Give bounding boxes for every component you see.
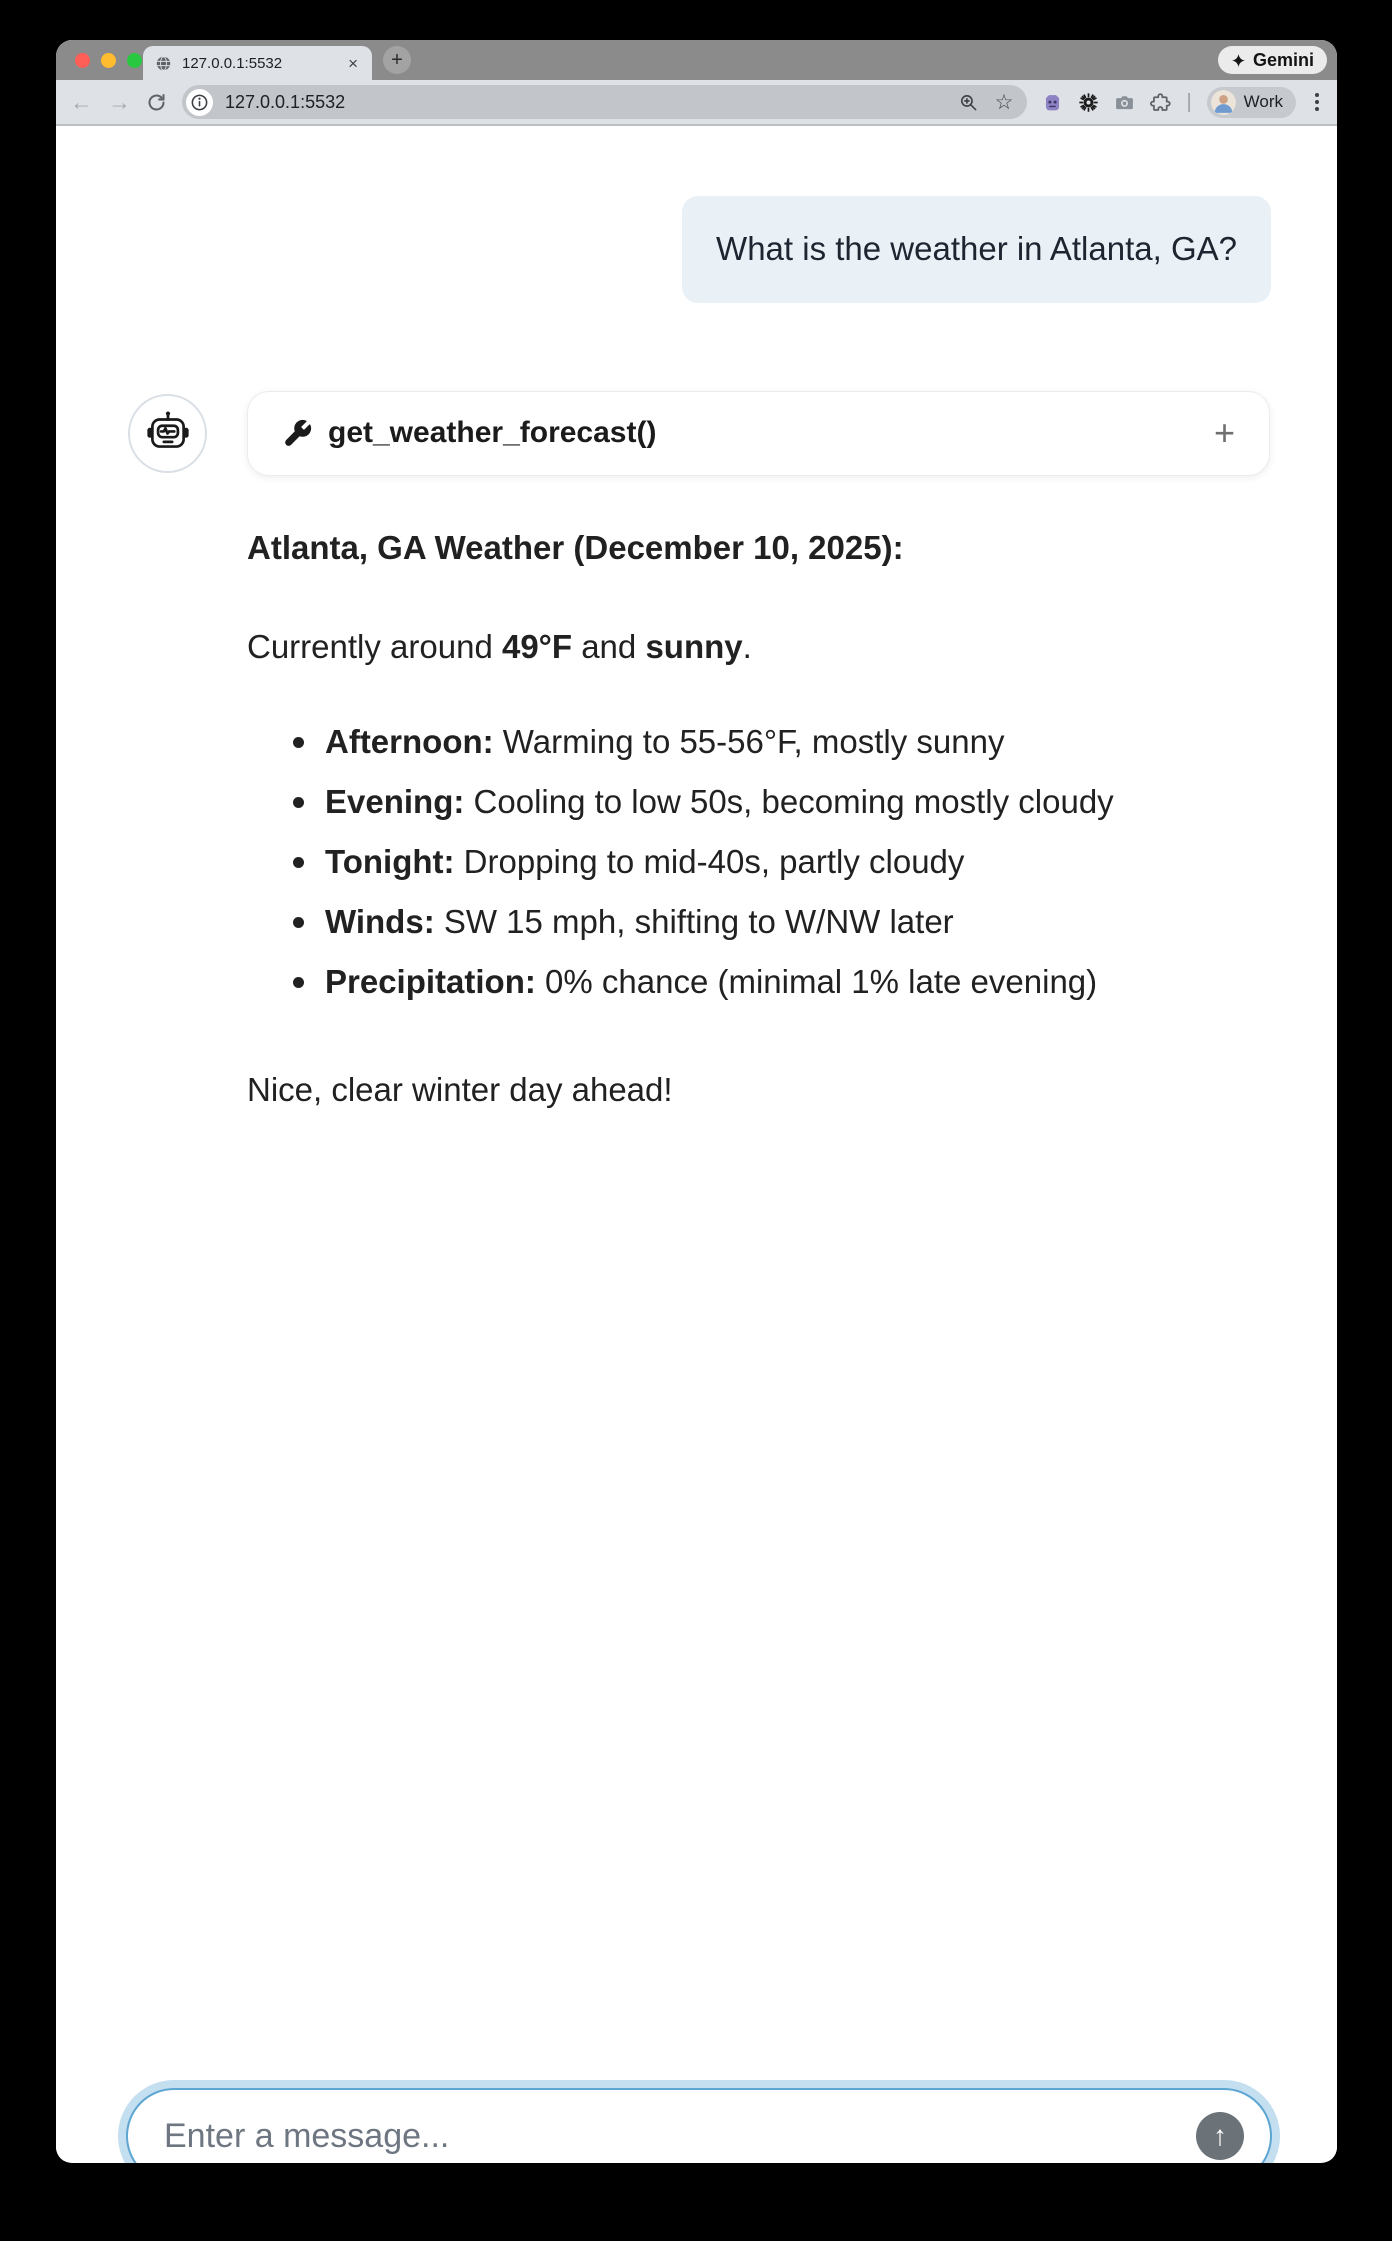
list-item: Afternoon: Warming to 55-56°F, mostly sunny	[247, 712, 1197, 772]
forward-icon[interactable]: →	[108, 88, 131, 115]
new-tab-button[interactable]: +	[383, 46, 411, 74]
browser-toolbar	[56, 80, 1337, 126]
user-message-bubble: What is the weather in Atlanta, GA?	[682, 196, 1271, 303]
message-composer	[126, 2088, 1272, 2163]
reload-icon[interactable]	[146, 92, 167, 113]
send-arrow-icon: ↑	[1213, 2120, 1227, 2151]
close-tab-icon[interactable]: ×	[344, 53, 362, 74]
list-item: Tonight: Dropping to mid-40s, partly cloudy	[247, 832, 1197, 892]
back-icon[interactable]: ←	[70, 88, 93, 115]
browser-tab[interactable]	[143, 46, 372, 80]
browser-menu-icon[interactable]	[1311, 89, 1323, 115]
send-button[interactable]	[1196, 2112, 1244, 2160]
browser-window	[56, 40, 1337, 2163]
bookmark-star-icon[interactable]: ☆	[994, 90, 1014, 114]
tab-strip	[56, 40, 1337, 80]
current-condition: sunny	[645, 628, 743, 666]
extension-mascot-icon[interactable]	[1042, 92, 1063, 113]
traffic-lights	[56, 53, 142, 68]
response-intro: Currently around 49°F and sunny.	[247, 628, 752, 666]
chat-page	[56, 126, 1337, 2161]
zoom-page-icon[interactable]	[959, 93, 978, 112]
minimize-window-button[interactable]	[101, 53, 116, 68]
tool-call-name: get_weather_forecast()	[328, 416, 657, 450]
toolbar-divider: |	[1186, 90, 1192, 113]
current-temp: 49°F	[501, 628, 573, 666]
sparkle-icon	[1231, 53, 1246, 68]
tool-call-pill[interactable]	[247, 391, 1270, 476]
response-heading: Atlanta, GA Weather (December 10, 2025):	[247, 528, 904, 566]
response-closing: Nice, clear winter day ahead!	[247, 1070, 673, 1108]
gemini-badge[interactable]	[1218, 46, 1327, 74]
gemini-badge-label: Gemini	[1252, 49, 1314, 70]
profile-avatar	[1211, 90, 1236, 115]
extensions-puzzle-icon[interactable]	[1150, 92, 1171, 113]
gear-icon[interactable]	[1078, 92, 1099, 113]
tab-title: 127.0.0.1:5532	[182, 54, 283, 72]
close-window-button[interactable]	[75, 53, 90, 68]
forecast-list	[247, 712, 1197, 1012]
url-text: 127.0.0.1:5532	[225, 91, 346, 112]
message-input[interactable]	[128, 2117, 1196, 2156]
expand-tool-call-icon[interactable]: +	[1213, 412, 1235, 454]
user-message-row	[56, 126, 1337, 303]
profile-button[interactable]	[1207, 87, 1296, 118]
assistant-response	[56, 476, 1337, 1113]
camera-icon[interactable]	[1114, 92, 1135, 113]
wrench-icon	[282, 418, 313, 449]
profile-label: Work	[1243, 92, 1283, 111]
list-item: Precipitation: 0% chance (minimal 1% late evening)	[247, 952, 1197, 1012]
assistant-row	[56, 303, 1337, 476]
address-bar[interactable]	[182, 85, 1027, 119]
list-item: Winds: SW 15 mph, shifting to W/NW later	[247, 892, 1197, 952]
site-info-icon[interactable]	[186, 89, 213, 116]
robot-avatar-icon	[128, 394, 207, 473]
zoom-window-button[interactable]	[127, 53, 142, 68]
list-item: Evening: Cooling to low 50s, becoming mostly cloudy	[247, 772, 1197, 832]
globe-icon	[155, 55, 172, 72]
